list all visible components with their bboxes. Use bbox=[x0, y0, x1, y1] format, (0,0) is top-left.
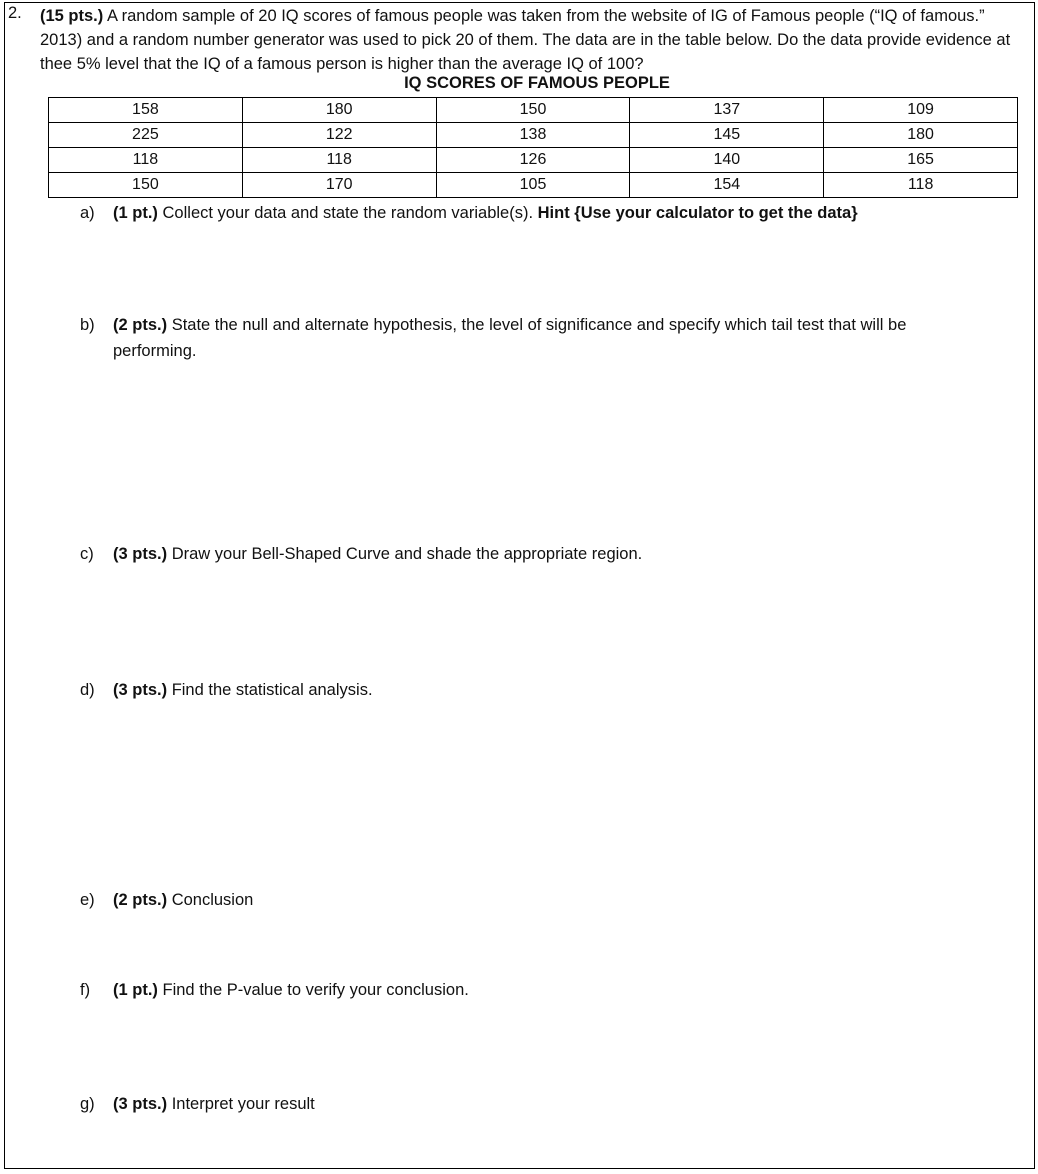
part-e bbox=[80, 887, 253, 913]
part-a bbox=[80, 200, 858, 226]
part-points: (1 pt.) bbox=[113, 981, 158, 999]
part-c bbox=[80, 541, 642, 567]
table-row bbox=[49, 148, 1018, 173]
part-points: (1 pt.) bbox=[113, 204, 158, 222]
part-d bbox=[80, 677, 373, 703]
table-cell: 154 bbox=[630, 173, 824, 198]
table-cell: 180 bbox=[824, 123, 1018, 148]
table-cell: 118 bbox=[242, 148, 436, 173]
part-b bbox=[80, 312, 993, 364]
table-cell: 150 bbox=[49, 173, 243, 198]
part-points: (3 pts.) bbox=[113, 1095, 168, 1113]
part-text: State the null and alternate hypothesis, the level of significance and specify which tail test that will be performing. bbox=[113, 316, 907, 360]
table-cell: 140 bbox=[630, 148, 824, 173]
part-label: c) bbox=[80, 545, 94, 563]
part-points: (2 pts.) bbox=[113, 316, 168, 334]
part-g bbox=[80, 1091, 315, 1117]
part-text: Find the statistical analysis. bbox=[171, 681, 373, 699]
part-text: Find the P-value to verify your conclusion. bbox=[162, 981, 469, 999]
table-cell: 122 bbox=[242, 123, 436, 148]
table-cell: 225 bbox=[49, 123, 243, 148]
part-points: (2 pts.) bbox=[113, 891, 168, 909]
part-text: Conclusion bbox=[171, 891, 254, 909]
table-cell: 165 bbox=[824, 148, 1018, 173]
part-hint: Hint {Use your calculator to get the data} bbox=[537, 204, 858, 222]
question-text: A random sample of 20 IQ scores of famous people was taken from the website of IG of Famous people (“IQ of famous.” 2013) and a random number generator was used to pick 20 of them. The data are in the table below. Do the data provide evidence at thee 5% level that the IQ of a famous person is higher than the average IQ of 100? bbox=[40, 7, 1011, 73]
question-points: (15 pts.) bbox=[40, 7, 104, 25]
table-cell: 109 bbox=[824, 98, 1018, 123]
table-cell: 138 bbox=[436, 123, 630, 148]
table-row bbox=[49, 173, 1018, 198]
table-cell: 158 bbox=[49, 98, 243, 123]
part-label: f) bbox=[80, 981, 91, 999]
table-cell: 126 bbox=[436, 148, 630, 173]
part-label: g) bbox=[80, 1095, 95, 1113]
table-cell: 145 bbox=[630, 123, 824, 148]
table-row bbox=[49, 123, 1018, 148]
iq-scores-table bbox=[48, 97, 1018, 198]
table-cell: 137 bbox=[630, 98, 824, 123]
table-cell: 105 bbox=[436, 173, 630, 198]
part-text: Collect your data and state the random variable(s). bbox=[162, 204, 534, 222]
part-label: d) bbox=[80, 681, 95, 699]
part-text: Draw your Bell-Shaped Curve and shade the appropriate region. bbox=[171, 545, 643, 563]
table-cell: 170 bbox=[242, 173, 436, 198]
question-number: 2. bbox=[8, 4, 22, 22]
part-label: e) bbox=[80, 891, 95, 909]
table-cell: 150 bbox=[436, 98, 630, 123]
table-row bbox=[49, 98, 1018, 123]
question-intro bbox=[40, 4, 1025, 76]
table-cell: 118 bbox=[49, 148, 243, 173]
part-f bbox=[80, 977, 469, 1003]
part-points: (3 pts.) bbox=[113, 681, 168, 699]
table-cell: 118 bbox=[824, 173, 1018, 198]
part-label: a) bbox=[80, 204, 95, 222]
table-cell: 180 bbox=[242, 98, 436, 123]
part-points: (3 pts.) bbox=[113, 545, 168, 563]
part-label: b) bbox=[80, 316, 95, 334]
part-text: Interpret your result bbox=[171, 1095, 315, 1113]
table-title: IQ SCORES OF FAMOUS PEOPLE bbox=[404, 74, 670, 92]
